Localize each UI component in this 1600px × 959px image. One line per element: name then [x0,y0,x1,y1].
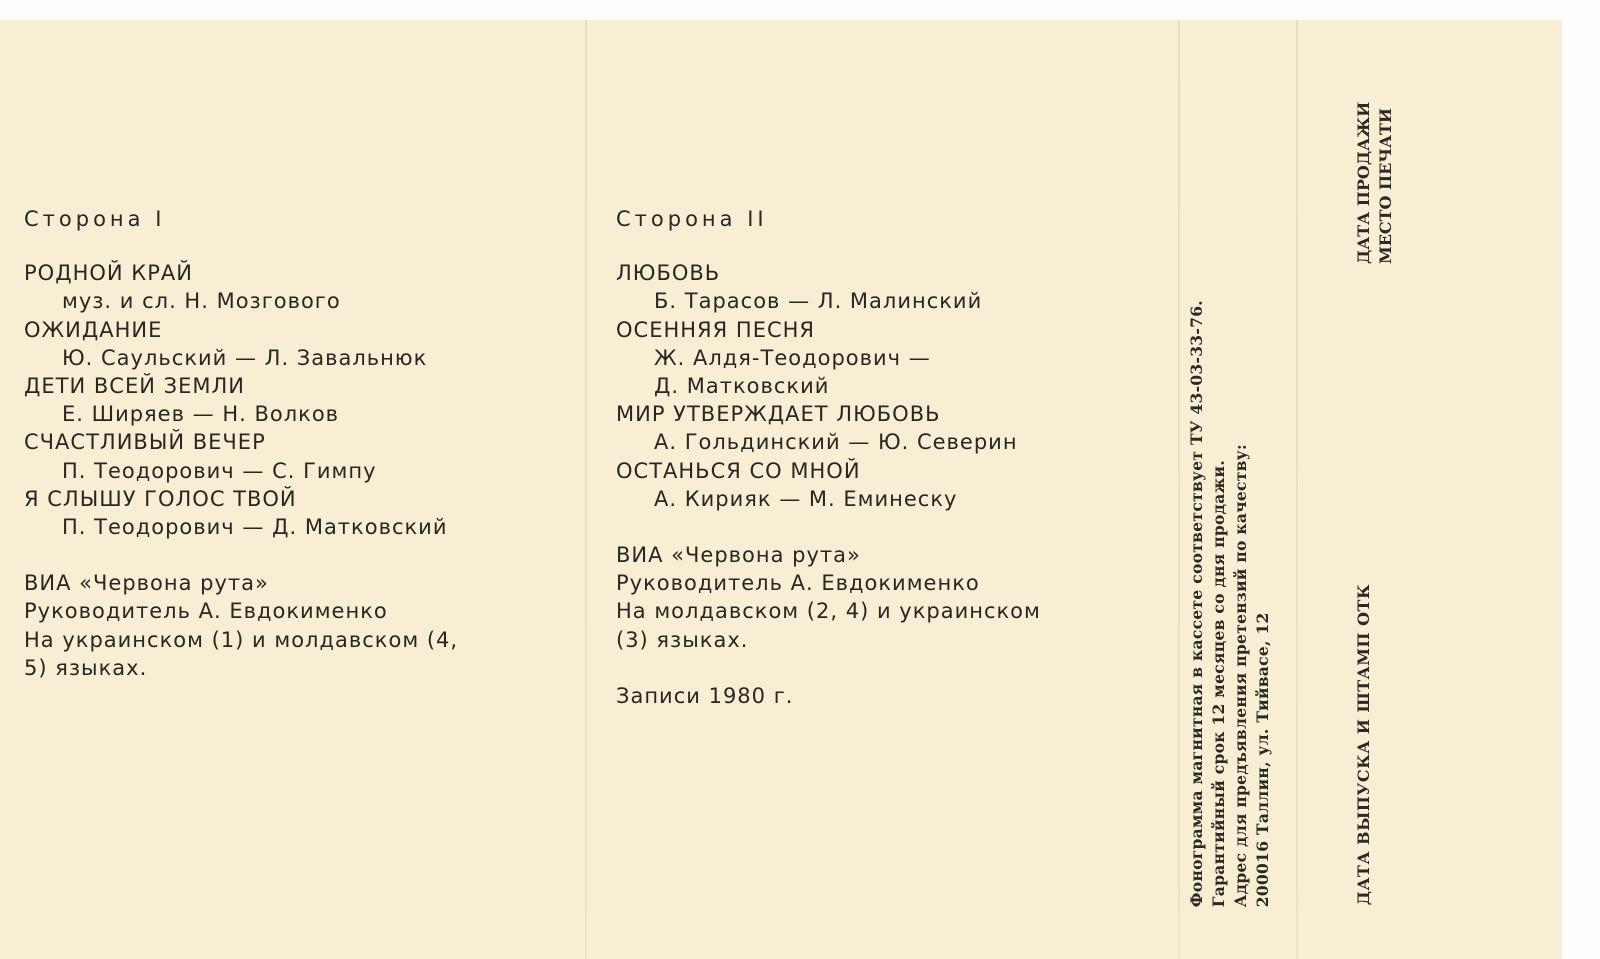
song-title: ДЕТИ ВСЕЙ ЗЕМЛИ [24,374,245,399]
fold-line [585,20,587,959]
release-label: ДАТА ВЫПУСКА И ШТАМП ОТК [1354,583,1373,905]
song-title: ОСЕННЯЯ ПЕСНЯ [616,317,816,342]
song-title: РОДНОЙ КРАЙ [24,261,193,286]
song-authors: П. Теодорович — С. Гимпу [62,458,377,483]
sale-stamp-field [1353,68,1397,264]
note: (3) языках. [616,627,749,652]
song-authors: А. Гольдинский — Ю. Северин [654,430,1018,455]
song-title: ОЖИДАНИЕ [24,317,163,342]
note: 5) языках. [24,655,148,680]
note: На украинском (1) и молдавском (4, [24,627,459,652]
song-authors: П. Теодорович — Д. Матковский [62,515,448,540]
note: Руководитель А. Евдокименко [616,571,980,596]
song-authors: Е. Ширяев — Н. Волков [62,402,340,427]
fold-line [1178,20,1180,959]
song-authors: муз. и сл. Н. Мозгового [62,289,341,314]
note: ВИА «Червона рута» [24,571,269,596]
fold-line [1296,20,1298,959]
side-heading: Сторона II [616,207,768,231]
song-title: СЧАСТЛИВЫЙ ВЕЧЕР [24,430,266,455]
note: На молдавском (2, 4) и украинском [616,599,1041,624]
song-authors: Ж. Алдя-Теодорович — [654,345,931,370]
legal-line: Адрес для предъявления претензий по качеству: [1231,443,1250,907]
legal-line: 200016 Таллин, ул. Тийвасе, 12 [1253,612,1272,907]
release-stamp-field [1353,584,1375,905]
song-authors: Ю. Саульский — Л. Завальнюк [62,345,428,370]
sale-date-label: ДАТА ПРОДАЖИ [1354,101,1373,264]
song-title: МИР УТВЕРЖДАЕТ ЛЮБОВЬ [616,402,941,427]
stamp-place-label: МЕСТО ПЕЧАТИ [1376,107,1395,264]
note: Руководитель А. Евдокименко [24,599,388,624]
song-title: ЛЮБОВЬ [616,261,721,286]
song-title: ОСТАНЬСЯ СО МНОЙ [616,458,861,483]
side-heading: Сторона I [24,207,166,231]
song-authors: Д. Матковский [654,374,830,399]
legal-line: Гарантийный срок 12 месяцев со дня продажи. [1209,459,1228,907]
legal-line: Фонограмма магнитная в кассете соответствует ТУ 43-03-33-76. [1187,299,1206,907]
note: ВИА «Червона рута» [616,543,861,568]
legal-info [1186,300,1274,907]
recording-year: Записи 1980 г. [616,683,794,708]
song-title: Я СЛЫШУ ГОЛОС ТВОЙ [24,486,297,511]
side-2-panel [616,205,1041,710]
song-authors: Б. Тарасов — Л. Малинский [654,289,983,314]
song-authors: А. Кирияк — М. Еминеску [654,486,958,511]
side-1-panel [24,205,458,682]
